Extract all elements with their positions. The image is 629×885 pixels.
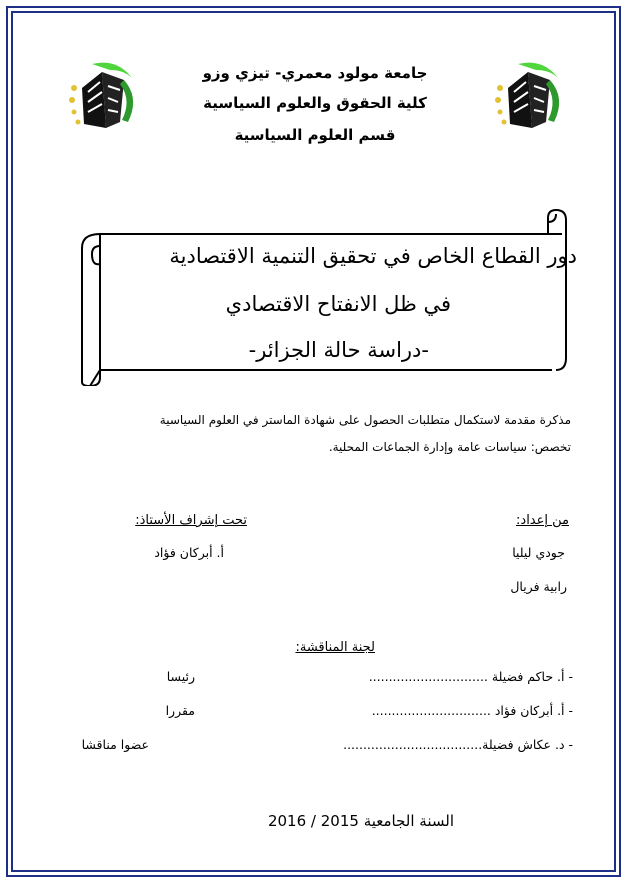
university-logo-icon bbox=[488, 58, 566, 136]
specialization: تخصص: سياسات عامة وإدارة الجماعات المحلية. bbox=[328, 440, 571, 454]
committee-role: عضوا مناقشا bbox=[81, 737, 149, 752]
committee-member: - أ. حاكم فضيلة .............................. bbox=[368, 669, 573, 684]
supervisor-name: أ. أبركان فؤاد bbox=[154, 545, 224, 560]
university-name: جامعة مولود معمري- تيزي وزو bbox=[202, 64, 428, 82]
student-name: جودي ليليا bbox=[512, 545, 565, 560]
student-name: رابية فريال bbox=[510, 579, 567, 594]
committee-role: مقررا bbox=[165, 703, 195, 718]
committee-member: - د. عكاش فضيلة................................... bbox=[343, 737, 573, 752]
thesis-title-line-3: -دراسة حالة الجزائر- bbox=[248, 338, 429, 362]
committee-label: لجنة المناقشة: bbox=[295, 640, 375, 655]
university-logo-icon bbox=[62, 58, 140, 136]
committee-member: - أ. أبركان فؤاد .............................. bbox=[371, 703, 573, 718]
thesis-title-line-1: دور القطاع الخاص في تحقيق التنمية الاقتصادية bbox=[169, 244, 577, 268]
supervision-label: تحت إشراف الأستاذ: bbox=[135, 513, 247, 528]
department-name: قسم العلوم السياسية bbox=[234, 126, 396, 144]
thesis-title-line-2: في ظل الانفتاح الاقتصادي bbox=[225, 292, 451, 316]
faculty-name: كلية الحقوق والعلوم السياسية bbox=[203, 94, 427, 112]
prepared-by-label: من إعداد: bbox=[516, 513, 569, 528]
academic-year: السنة الجامعية 2015 / 2016 bbox=[267, 812, 454, 830]
thesis-note: مذكرة مقدمة لاستكمال متطلبات الحصول على شهادة الماستر في العلوم السياسية bbox=[159, 413, 571, 427]
committee-role: رئيسا bbox=[166, 669, 195, 684]
